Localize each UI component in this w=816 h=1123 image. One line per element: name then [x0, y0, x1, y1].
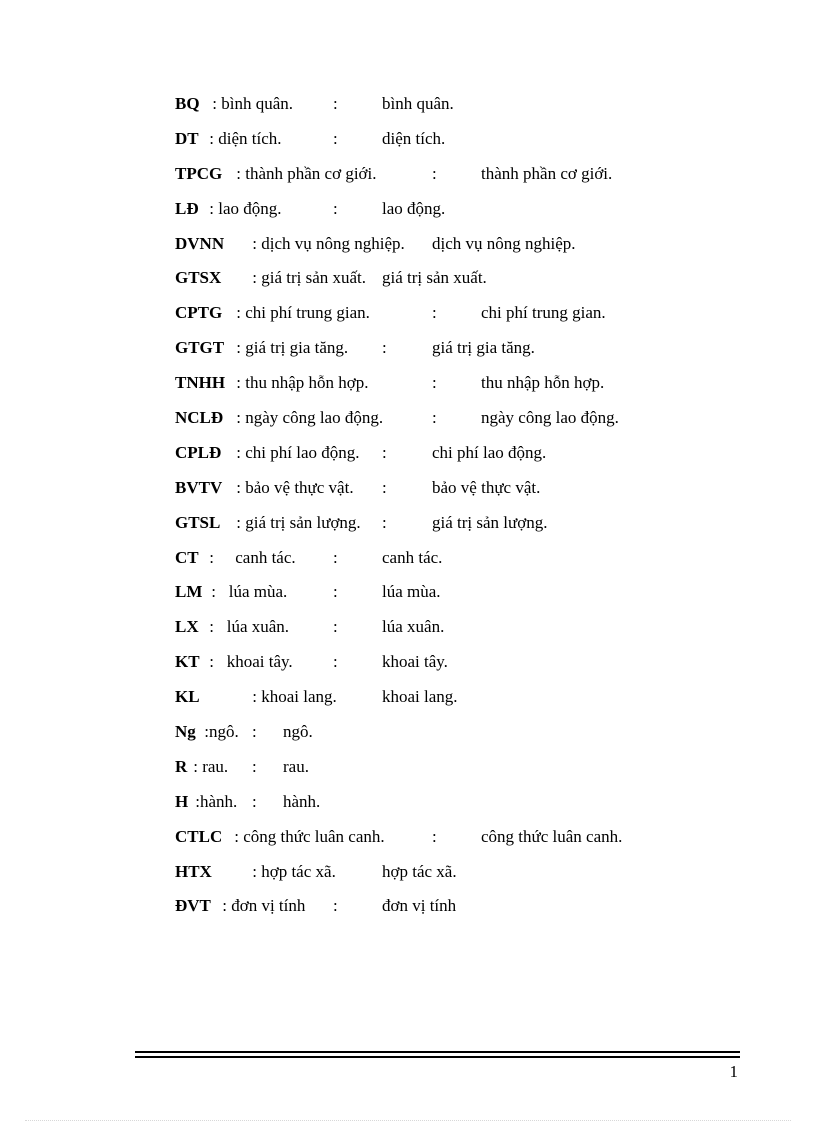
separator-colon: : — [333, 198, 338, 218]
separator-colon: : — [382, 477, 387, 497]
abbreviation-description: : lao động. — [205, 198, 282, 218]
abbreviation-row — [175, 511, 735, 546]
abbreviation-term: GTSX — [175, 268, 222, 288]
abbreviation-row — [175, 336, 735, 371]
separator-colon: : — [432, 373, 437, 393]
abbreviation-term: LM — [175, 582, 203, 602]
abbreviation-description: : canh tác. — [205, 547, 296, 567]
abbreviation-meaning: diện tích. — [382, 128, 446, 148]
abbreviation-description: : giá trị sản lượng. — [232, 512, 361, 532]
separator-colon: : — [333, 94, 338, 113]
abbreviation-term: KT — [175, 652, 200, 672]
abbreviation-description: : giá trị gia tăng. — [232, 338, 349, 358]
abbreviation-description: : giá trị sản xuất. — [248, 268, 367, 288]
abbreviation-meaning: giá trị sản xuất. — [382, 268, 487, 288]
abbreviation-row — [175, 232, 735, 267]
abbreviation-term: H — [175, 791, 189, 811]
abbreviation-description: : dịch vụ nông nghiệp. — [248, 233, 405, 253]
abbreviation-row — [175, 546, 735, 581]
abbreviation-row — [175, 92, 735, 127]
separator-colon: : — [432, 163, 437, 183]
abbreviation-meaning: công thức luân canh. — [481, 826, 623, 846]
abbreviation-term: GTSL — [175, 512, 221, 532]
abbreviation-term: DT — [175, 128, 199, 148]
abbreviation-description: : hợp tác xã. — [248, 861, 336, 881]
abbreviation-description: : bình quân. — [208, 94, 293, 113]
abbreviation-row — [175, 197, 735, 232]
abbreviation-term: LX — [175, 617, 199, 637]
abbreviation-description: : bảo vệ thực vật. — [232, 477, 354, 497]
abbreviation-term: TPCG — [175, 163, 223, 183]
abbreviation-meaning: hành. — [283, 791, 321, 811]
separator-colon: : — [432, 303, 437, 323]
abbreviation-meaning: hợp tác xã. — [382, 861, 457, 881]
abbreviation-row — [175, 162, 735, 197]
abbreviation-meaning: đơn vị tính — [382, 896, 457, 916]
abbreviation-meaning: ngày công lao động. — [481, 408, 619, 428]
abbreviation-row — [175, 301, 735, 336]
abbreviation-row — [175, 685, 735, 720]
separator-colon: : — [252, 722, 257, 742]
abbreviation-description: : lúa xuân. — [205, 617, 290, 637]
abbreviation-meaning: khoai lang. — [382, 687, 458, 707]
abbreviation-row — [175, 266, 735, 301]
abbreviation-row — [175, 441, 735, 476]
abbreviation-term: Ng — [175, 722, 196, 742]
abbreviation-meaning: ngô. — [283, 722, 313, 742]
abbreviation-term: CTLC — [175, 826, 223, 846]
abbreviation-meaning: giá trị sản lượng. — [432, 512, 548, 532]
separator-colon: : — [333, 617, 338, 637]
abbreviation-description: : diện tích. — [205, 128, 282, 148]
abbreviation-list — [175, 92, 735, 929]
abbreviation-term: KL — [175, 687, 200, 707]
separator-colon: : — [333, 547, 338, 567]
abbreviation-row — [175, 790, 735, 825]
abbreviation-description: :hành. — [191, 791, 238, 811]
abbreviation-description: : khoai lang. — [248, 687, 337, 707]
separator-colon: : — [432, 408, 437, 428]
separator-colon: : — [252, 756, 257, 776]
abbreviation-meaning: lúa mùa. — [382, 582, 441, 602]
separator-colon: : — [333, 896, 338, 916]
abbreviation-description: : chi phí trung gian. — [232, 303, 370, 323]
separator-colon: : — [252, 791, 257, 811]
abbreviation-meaning: bảo vệ thực vật. — [432, 477, 541, 497]
abbreviation-term: NCLĐ — [175, 408, 224, 428]
abbreviation-meaning: thu nhập hỗn hợp. — [481, 373, 605, 393]
abbreviation-meaning: lao động. — [382, 198, 446, 218]
footer-rule-thin — [135, 1056, 740, 1058]
abbreviation-row — [175, 476, 735, 511]
separator-colon: : — [382, 338, 387, 358]
abbreviation-term: DVNN — [175, 233, 225, 253]
abbreviation-meaning: bình quân. — [382, 94, 454, 113]
abbreviation-description: : lúa mùa. — [207, 582, 288, 602]
abbreviation-row — [175, 615, 735, 650]
abbreviation-row — [175, 371, 735, 406]
separator-colon: : — [333, 652, 338, 672]
abbreviation-row — [175, 650, 735, 685]
abbreviation-description: : khoai tây. — [205, 652, 293, 672]
abbreviation-row — [175, 720, 735, 755]
separator-colon: : — [382, 442, 387, 462]
abbreviation-row — [175, 755, 735, 790]
abbreviation-description: :ngô. — [200, 722, 239, 742]
abbreviation-term: TNHH — [175, 373, 226, 393]
footer-rule-thick — [135, 1051, 740, 1053]
separator-colon: : — [382, 512, 387, 532]
separator-colon: : — [432, 826, 437, 846]
abbreviation-description: : công thức luân canh. — [230, 826, 385, 846]
abbreviation-description: : ngày công lao động. — [232, 408, 384, 428]
abbreviation-row — [175, 127, 735, 162]
abbreviation-row — [175, 580, 735, 615]
abbreviation-term: GTGT — [175, 338, 225, 358]
abbreviation-row — [175, 825, 735, 860]
abbreviation-meaning: chi phí trung gian. — [481, 303, 606, 323]
abbreviation-row — [175, 406, 735, 441]
abbreviation-term: CPTG — [175, 303, 223, 323]
abbreviation-row — [175, 860, 735, 895]
abbreviation-term: HTX — [175, 861, 212, 881]
abbreviation-term: ĐVT — [175, 896, 211, 916]
abbreviation-meaning: canh tác. — [382, 547, 443, 567]
abbreviation-row — [175, 894, 735, 929]
abbreviation-description: : chi phí lao động. — [232, 442, 360, 462]
abbreviation-meaning: rau. — [283, 756, 309, 776]
abbreviation-term: BVTV — [175, 477, 223, 497]
abbreviation-description: : rau. — [189, 756, 229, 776]
page-number: 1 — [729, 1062, 738, 1081]
abbreviation-meaning: lúa xuân. — [382, 617, 445, 637]
abbreviation-description: : thu nhập hỗn hợp. — [232, 373, 369, 393]
abbreviation-meaning: khoai tây. — [382, 652, 448, 672]
abbreviation-term: CT — [175, 547, 199, 567]
abbreviation-term: LĐ — [175, 198, 199, 218]
abbreviation-term: R — [175, 756, 188, 776]
abbreviation-meaning: thành phần cơ giới. — [481, 163, 613, 183]
separator-colon: : — [333, 582, 338, 602]
separator-colon: : — [333, 128, 338, 148]
abbreviation-term: CPLĐ — [175, 442, 222, 462]
page-bottom-dotted-border — [25, 1120, 791, 1121]
abbreviation-meaning: dịch vụ nông nghiệp. — [432, 233, 576, 253]
abbreviation-meaning: giá trị gia tăng. — [432, 338, 535, 358]
abbreviation-description: : đơn vị tính — [218, 896, 306, 916]
abbreviation-meaning: chi phí lao động. — [432, 442, 547, 462]
abbreviation-term: BQ — [175, 94, 200, 113]
abbreviation-description: : thành phần cơ giới. — [232, 163, 377, 183]
